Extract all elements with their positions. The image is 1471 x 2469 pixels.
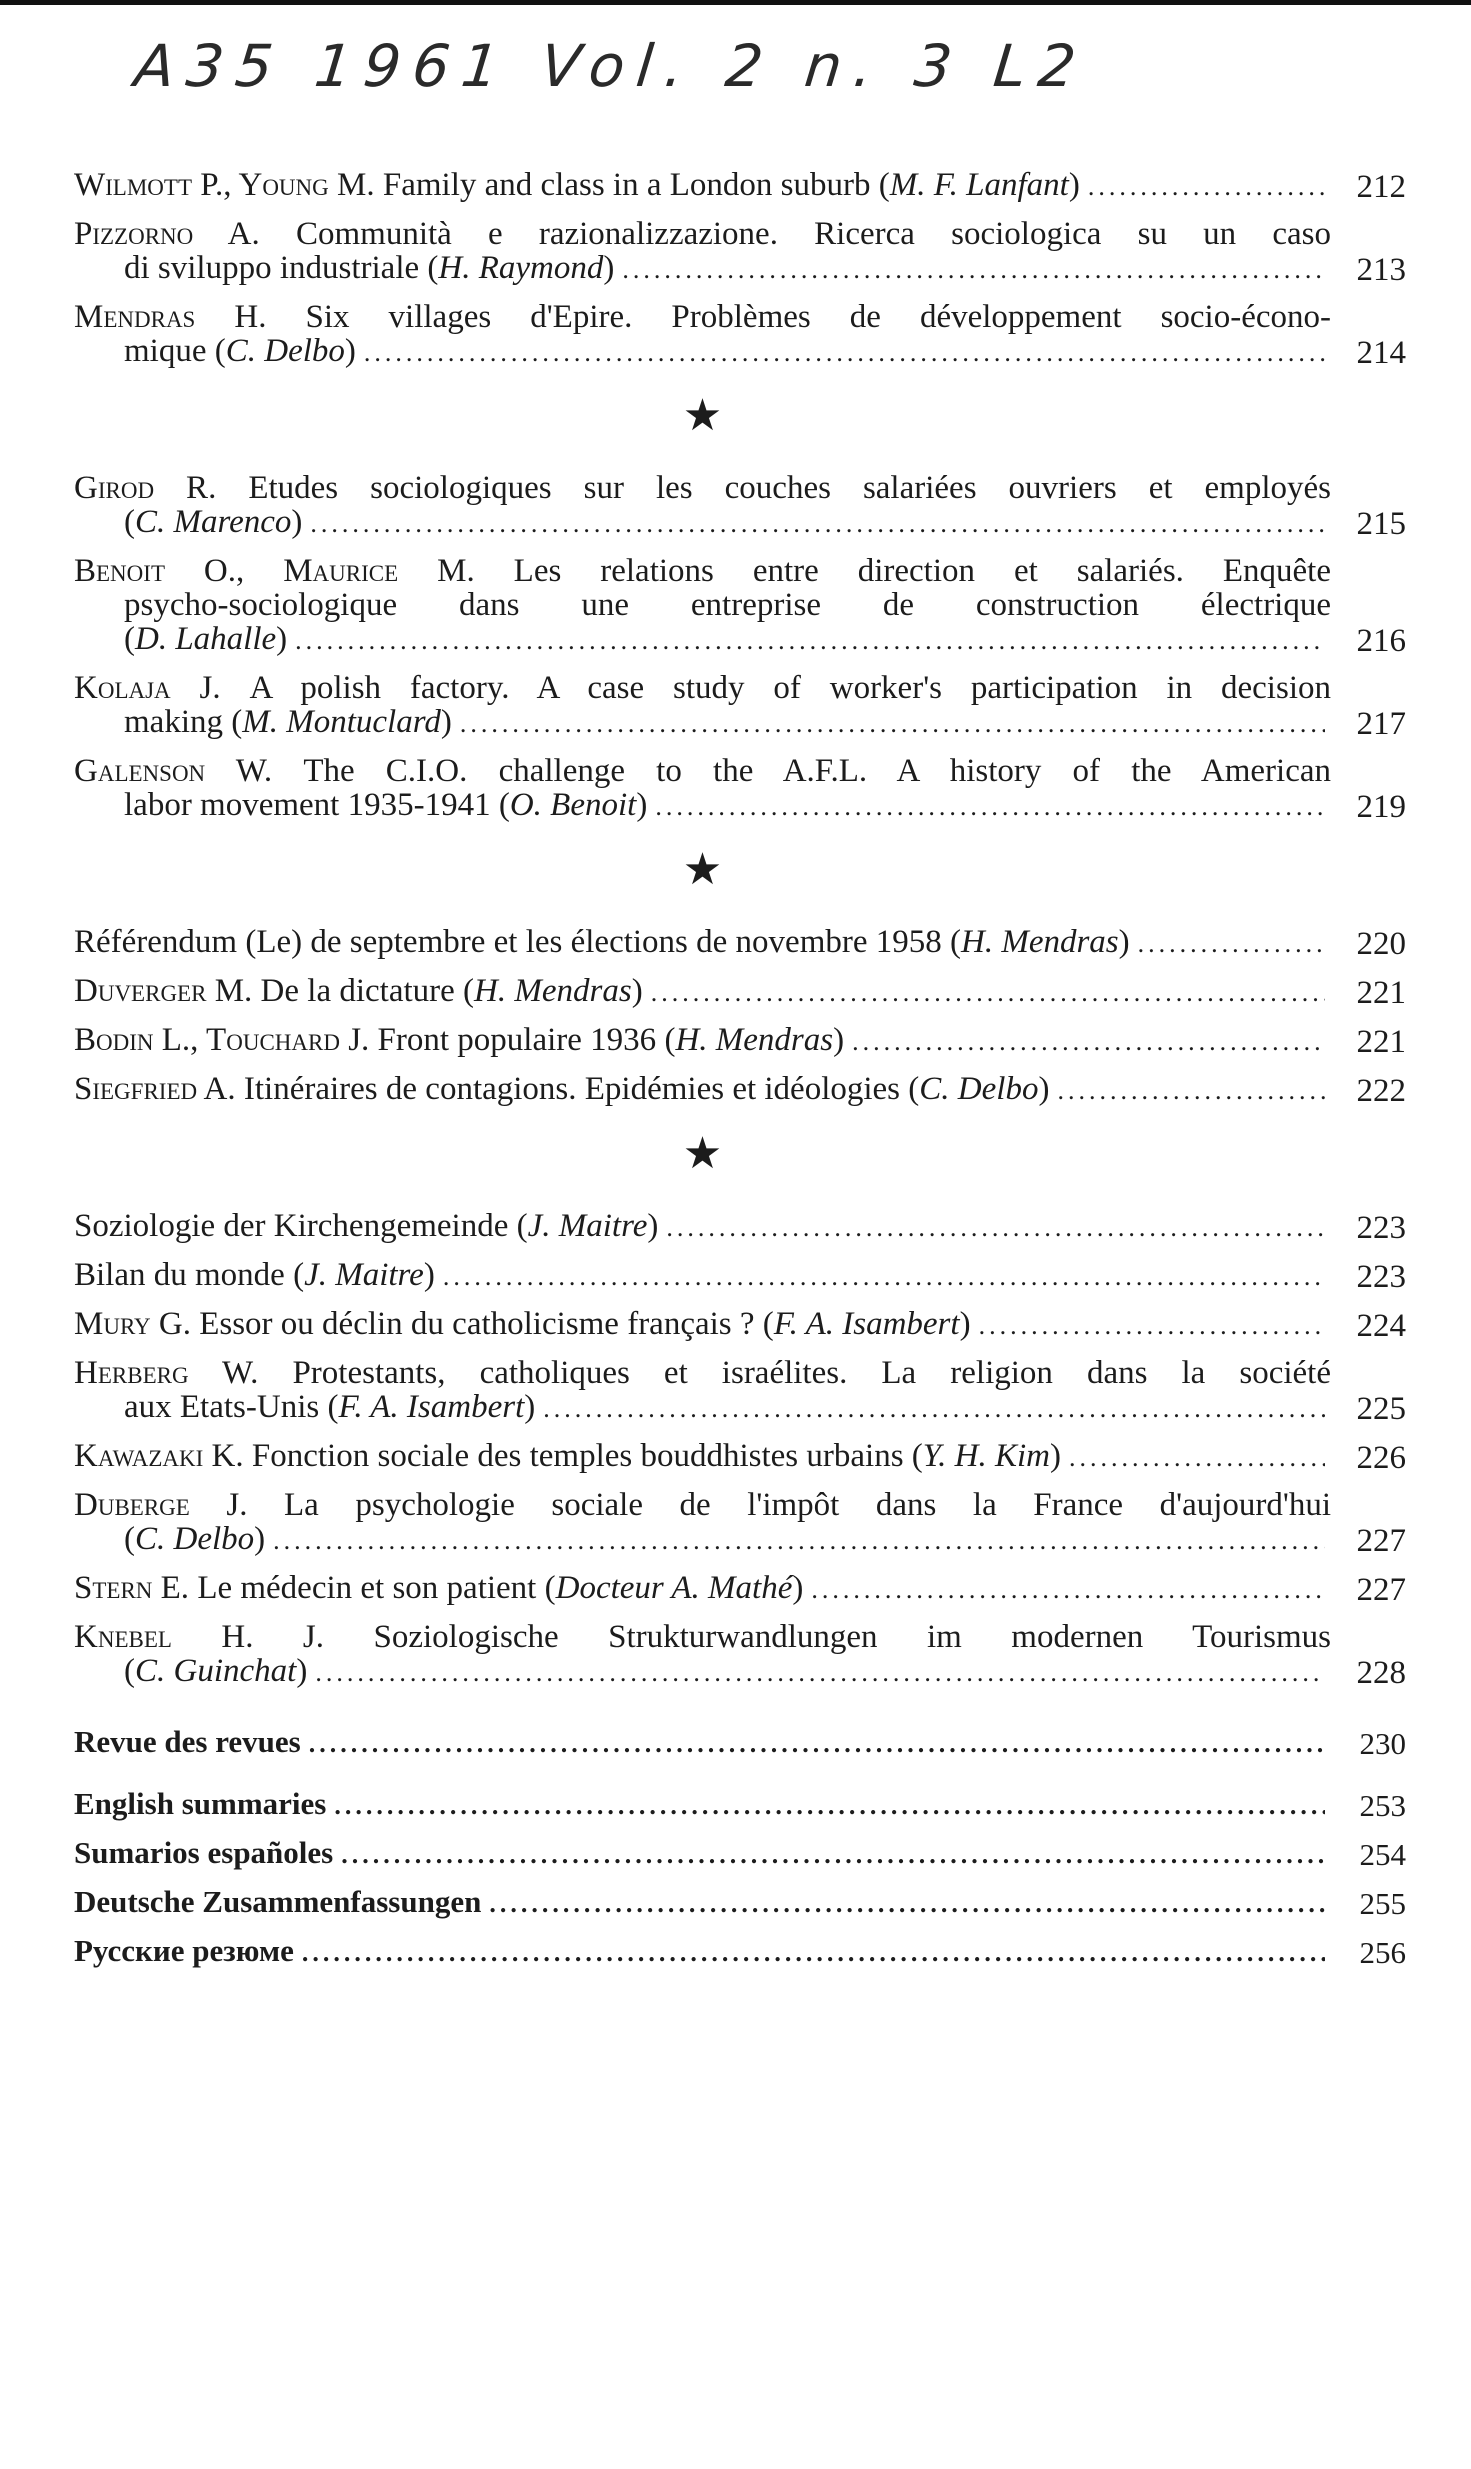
toc-entry-author: Stern E. xyxy=(74,1570,198,1606)
toc-entry-page-number: 212 xyxy=(1356,169,1406,205)
toc-entry-text xyxy=(74,925,1331,961)
toc-entry-reviewer: C. Delbo xyxy=(919,1071,1039,1107)
toc-entry-text xyxy=(74,1258,1331,1294)
toc-entry[interactable] xyxy=(74,1307,1406,1343)
toc-entry-author: Mendras H. xyxy=(74,299,306,335)
toc-entry-author: Duverger M. xyxy=(74,973,261,1009)
toc-closing-entry[interactable] xyxy=(74,1934,1406,1970)
dot-leader xyxy=(489,1887,1325,1921)
toc-entry-reviewer: H. Mendras xyxy=(474,973,632,1009)
toc-entry-page-number: 225 xyxy=(1356,1391,1406,1427)
toc-entry-title: (C. Delbo) xyxy=(124,1521,266,1557)
toc-entry-last-line xyxy=(74,1307,1331,1343)
toc-entry-reviewer: O. Benoit xyxy=(509,787,637,823)
toc-entry-reviewer: C. Marenco xyxy=(135,504,292,540)
toc-entry[interactable] xyxy=(74,925,1406,961)
toc-entry[interactable] xyxy=(74,1620,1406,1690)
toc-entry-author: Wilmott P., Young M. xyxy=(74,167,383,203)
toc-closing-entry[interactable] xyxy=(74,1787,1406,1823)
toc-entry-author: Mury G. xyxy=(74,1306,200,1342)
dot-leader xyxy=(315,1656,1325,1690)
toc-entry-page-number: 216 xyxy=(1356,623,1406,659)
toc-entry-page-number: 217 xyxy=(1356,706,1406,742)
toc-entry[interactable] xyxy=(74,471,1406,541)
toc-entry-author: Pizzorno A. xyxy=(74,216,296,252)
toc-entry-reviewer: F. A. Isambert xyxy=(338,1389,525,1425)
toc-entry-reviewer: J. Maitre xyxy=(527,1208,648,1244)
toc-entry-text xyxy=(74,1885,1331,1921)
toc-entry[interactable] xyxy=(74,1072,1406,1108)
toc-entry-title: Duverger M. De la dictature (H. Mendras) xyxy=(74,973,643,1009)
toc-entry-line: Herberg W. Protestants, catholiques et israélites. La religion dans la société xyxy=(74,1355,1331,1391)
toc-entry-title: Bodin L., Touchard J. Front populaire 1936 (H. Mendras) xyxy=(74,1022,845,1058)
toc-entry-line: Pizzorno A. Communità e razionalizzazione. Ricerca sociologica su un caso xyxy=(74,216,1332,252)
section-separator-star: ★ xyxy=(682,1129,723,1178)
toc-entry-title: aux Etats-Unis (F. A. Isambert) xyxy=(124,1389,536,1425)
toc-entry-title: Mury G. Essor ou déclin du catholicisme français ? (F. A. Isambert) xyxy=(74,1306,971,1342)
dot-leader xyxy=(1069,1441,1325,1475)
toc-entry-page-number: 223 xyxy=(1356,1210,1406,1246)
dot-leader xyxy=(979,1309,1325,1343)
dot-leader xyxy=(543,1392,1325,1426)
toc-entry-text xyxy=(74,974,1331,1010)
toc-entry-reviewer: M. F. Lanfant xyxy=(889,167,1069,203)
toc-entry-page-number: 228 xyxy=(1356,1655,1406,1691)
toc-entry-page-number: 226 xyxy=(1356,1440,1406,1476)
toc-closing-entry[interactable] xyxy=(74,1836,1406,1872)
toc-entry-last-line xyxy=(74,1023,1331,1059)
dot-leader xyxy=(364,336,1325,370)
toc-entry-page-number: 221 xyxy=(1356,975,1406,1011)
handwritten-shelfmark: A35 1961 Vol. 2 n. 3 L2 xyxy=(131,32,1091,100)
dot-leader xyxy=(460,707,1325,741)
toc-entry-last-line xyxy=(74,334,1331,370)
toc-entry-page-number: 213 xyxy=(1356,252,1406,288)
toc-closing-entry[interactable] xyxy=(74,1725,1406,1761)
toc-closing-label: Deutsche Zusammenfassungen xyxy=(74,1884,482,1919)
toc-entry-text xyxy=(74,1439,1331,1475)
toc-entry-page-number: 256 xyxy=(1359,1935,1406,1970)
toc-entry-last-line xyxy=(74,1390,1331,1426)
dot-leader xyxy=(295,624,1325,658)
toc-entry-line: Duberge J. La psychologie sociale de l'impôt dans la France d'aujourd'hui xyxy=(74,1487,1331,1523)
toc-entry-author: Benoit O., Maurice M. xyxy=(74,553,514,589)
toc-entry-page-number: 227 xyxy=(1356,1572,1406,1608)
dot-leader xyxy=(341,1838,1325,1872)
toc-entry[interactable] xyxy=(74,1209,1406,1245)
toc-closing-entry[interactable] xyxy=(74,1885,1406,1921)
toc-entry-line: psycho-sociologique dans une entreprise de construction électrique xyxy=(124,587,1331,623)
toc-entry-page-number: 219 xyxy=(1356,789,1406,825)
toc-entry-line: Knebel H. J. Soziologische Strukturwandlungen im modernen Tourismus xyxy=(74,1619,1331,1655)
toc-entry-reviewer: H. Raymond xyxy=(438,250,604,286)
toc-entry-reviewer: Docteur A. Mathé xyxy=(555,1570,793,1606)
toc-entry[interactable] xyxy=(74,300,1406,370)
toc-entry[interactable] xyxy=(74,1356,1406,1426)
toc-entry-last-line xyxy=(74,1654,1331,1690)
toc-entry-author: Galenson W. xyxy=(74,753,304,789)
dot-leader xyxy=(1057,1074,1325,1108)
toc-entry-page-number: 220 xyxy=(1356,926,1406,962)
toc-entry-author: Bodin L., Touchard J. xyxy=(74,1022,378,1058)
toc-entry-reviewer: C. Delbo xyxy=(225,333,345,369)
toc-entry-title: di sviluppo industriale (H. Raymond) xyxy=(124,250,615,286)
toc-entry-reviewer: C. Delbo xyxy=(135,1521,255,1557)
toc-closing-label: Sumarios españoles xyxy=(74,1835,334,1870)
toc-entry-title: Référendum (Le) de septembre et les élections de novembre 1958 (H. Mendras) xyxy=(74,924,1130,960)
toc-entry-last-line xyxy=(74,1522,1331,1558)
toc-entry-text xyxy=(74,1307,1331,1343)
toc-entry-author: Kolaja J. xyxy=(74,670,250,706)
dot-leader xyxy=(1088,170,1325,204)
toc-entry-page-number: 224 xyxy=(1356,1308,1406,1344)
toc-entry-title: (C. Marenco) xyxy=(124,504,303,540)
dot-leader xyxy=(443,1260,1325,1294)
toc-entry-title: Soziologie der Kirchengemeinde (J. Maitre) xyxy=(74,1208,659,1244)
toc-entry-last-line xyxy=(74,925,1331,961)
toc-entry-last-line xyxy=(74,251,1331,287)
toc-entry[interactable] xyxy=(74,754,1406,824)
toc-entry-last-line xyxy=(74,788,1331,824)
toc-entry-title: making (M. Montuclard) xyxy=(124,704,452,740)
toc-entry-text xyxy=(74,217,1331,287)
toc-entry-title: Stern E. Le médecin et son patient (Docteur A. Mathé) xyxy=(74,1570,804,1606)
toc-entry[interactable] xyxy=(74,1488,1406,1558)
toc-entry-page-number: 230 xyxy=(1359,1726,1406,1761)
toc-entry-page-number: 223 xyxy=(1356,1259,1406,1295)
toc-entry-reviewer: Y. H. Kim xyxy=(922,1438,1050,1474)
toc-entry-author: Siegfried A. xyxy=(74,1071,244,1107)
toc-entry-page-number: 214 xyxy=(1356,335,1406,371)
toc-entry-page-number: 227 xyxy=(1356,1523,1406,1559)
toc-entry-title: labor movement 1935-1941 (O. Benoit) xyxy=(124,787,648,823)
toc-closing-label: Русские резюме xyxy=(74,1933,294,1968)
toc-entry-line: Benoit O., Maurice M. Les relations entre direction et salariés. Enquête xyxy=(74,553,1331,589)
dot-leader xyxy=(655,790,1325,824)
toc-entry[interactable] xyxy=(74,974,1406,1010)
toc-entry-last-line xyxy=(74,168,1331,204)
toc-entry-page-number: 215 xyxy=(1356,506,1406,542)
toc-entry-reviewer: M. Montuclard xyxy=(242,704,441,740)
toc-entry-text xyxy=(74,671,1331,741)
toc-closing-label: English summaries xyxy=(74,1786,327,1821)
toc-entry-line: Girod R. Etudes sociologiques sur les couches salariées ouvriers et employés xyxy=(74,470,1331,506)
section-separator-star: ★ xyxy=(682,845,723,894)
toc-entry-page-number: 254 xyxy=(1359,1837,1406,1872)
toc-entry-last-line xyxy=(74,1439,1331,1475)
top-border-line xyxy=(0,0,1471,5)
toc-entry-text xyxy=(74,1488,1331,1558)
dot-leader xyxy=(651,976,1325,1010)
toc-entry-reviewer: D. Lahalle xyxy=(135,621,277,657)
toc-entry-text xyxy=(74,754,1331,824)
toc-entry-last-line xyxy=(74,974,1331,1010)
toc-entry[interactable] xyxy=(74,671,1406,741)
toc-entry-title: Siegfried A. Itinéraires de contagions. Epidémies et idéologies (C. Delbo) xyxy=(74,1071,1050,1107)
toc-entry-author: Kawazaki K. xyxy=(74,1438,252,1474)
toc-entry-reviewer: C. Guinchat xyxy=(135,1653,297,1689)
toc-entry-last-line xyxy=(74,1258,1331,1294)
toc-entry[interactable] xyxy=(74,1571,1406,1607)
toc-entry-last-line xyxy=(74,705,1331,741)
toc-entry-last-line xyxy=(74,1934,1331,1970)
toc-entry-text xyxy=(74,1787,1331,1823)
toc-entry-line: Mendras H. Six villages d'Epire. Problèmes de développement socio-écono- xyxy=(74,299,1331,335)
toc-entry-title: Bilan du monde (J. Maitre) xyxy=(74,1257,435,1293)
toc-entry-reviewer: H. Mendras xyxy=(675,1022,834,1058)
toc-entry-text xyxy=(74,554,1331,658)
table-of-contents xyxy=(74,168,1406,1983)
toc-entry-last-line xyxy=(74,622,1331,658)
dot-leader xyxy=(811,1573,1325,1607)
dot-leader xyxy=(309,1727,1325,1761)
toc-entry[interactable] xyxy=(74,168,1406,204)
toc-entry-text xyxy=(74,471,1331,541)
dot-leader xyxy=(334,1789,1325,1823)
toc-entry-title: (C. Guinchat) xyxy=(124,1653,308,1689)
toc-entry-title: Wilmott P., Young M. Family and class in a London suburb (M. F. Lanfant) xyxy=(74,167,1080,203)
dot-leader xyxy=(666,1211,1325,1245)
dot-leader xyxy=(622,253,1325,287)
dot-leader xyxy=(273,1524,1325,1558)
toc-entry-page-number: 255 xyxy=(1359,1886,1406,1921)
toc-entry-text xyxy=(74,1934,1331,1970)
toc-entry-text xyxy=(74,168,1331,204)
toc-entry-line: Kolaja J. A polish factory. A case study of worker's participation in decision xyxy=(74,670,1331,706)
dot-leader xyxy=(1138,927,1325,961)
toc-entry-author: Knebel H. J. xyxy=(74,1619,374,1655)
dot-leader xyxy=(302,1936,1325,1970)
toc-entry-last-line xyxy=(74,505,1331,541)
toc-entry[interactable] xyxy=(74,554,1406,658)
toc-entry-text xyxy=(74,1571,1331,1607)
toc-entry-text xyxy=(74,1725,1331,1761)
toc-closing-label: Revue des revues xyxy=(74,1724,301,1759)
toc-entry-last-line xyxy=(74,1072,1331,1108)
toc-entry-page-number: 222 xyxy=(1356,1073,1406,1109)
toc-entry-author: Herberg W. xyxy=(74,1355,293,1391)
toc-entry-reviewer: H. Mendras xyxy=(961,924,1119,960)
toc-entry-last-line xyxy=(74,1787,1331,1823)
toc-entry-last-line xyxy=(74,1209,1331,1245)
toc-entry-reviewer: F. A. Isambert xyxy=(773,1306,960,1342)
toc-entry-text xyxy=(74,1209,1331,1245)
toc-entry-title: Kawazaki K. Fonction sociale des temples bouddhistes urbains (Y. H. Kim) xyxy=(74,1438,1061,1474)
toc-entry[interactable] xyxy=(74,217,1406,287)
toc-entry-text xyxy=(74,1023,1331,1059)
toc-entry[interactable] xyxy=(74,1439,1406,1475)
toc-entry-text xyxy=(74,1072,1331,1108)
toc-entry-page-number: 253 xyxy=(1359,1788,1406,1823)
toc-entry-last-line xyxy=(74,1885,1331,1921)
dot-leader xyxy=(310,507,1325,541)
toc-entry-title: mique (C. Delbo) xyxy=(124,333,356,369)
toc-entry-text xyxy=(74,1356,1331,1426)
toc-entry-title: (D. Lahalle) xyxy=(124,621,288,657)
dot-leader xyxy=(852,1025,1325,1059)
toc-entry[interactable] xyxy=(74,1023,1406,1059)
toc-entry-line: Galenson W. The C.I.O. challenge to the A.F.L. A history of the American xyxy=(74,753,1332,789)
toc-entry-last-line xyxy=(74,1571,1331,1607)
toc-entry-last-line xyxy=(74,1725,1331,1761)
toc-entry-page-number: 221 xyxy=(1356,1024,1406,1060)
spacer xyxy=(74,1703,1406,1725)
toc-entry-text xyxy=(74,300,1331,370)
toc-entry-author: Girod R. xyxy=(74,470,249,506)
toc-entry-text xyxy=(74,1836,1331,1872)
toc-entry[interactable] xyxy=(74,1258,1406,1294)
toc-entry-last-line xyxy=(74,1836,1331,1872)
toc-entry-text xyxy=(74,1620,1331,1690)
toc-entry-author: Duberge J. xyxy=(74,1487,285,1523)
toc-entry-reviewer: J. Maitre xyxy=(304,1257,424,1293)
section-separator-star: ★ xyxy=(682,391,723,440)
